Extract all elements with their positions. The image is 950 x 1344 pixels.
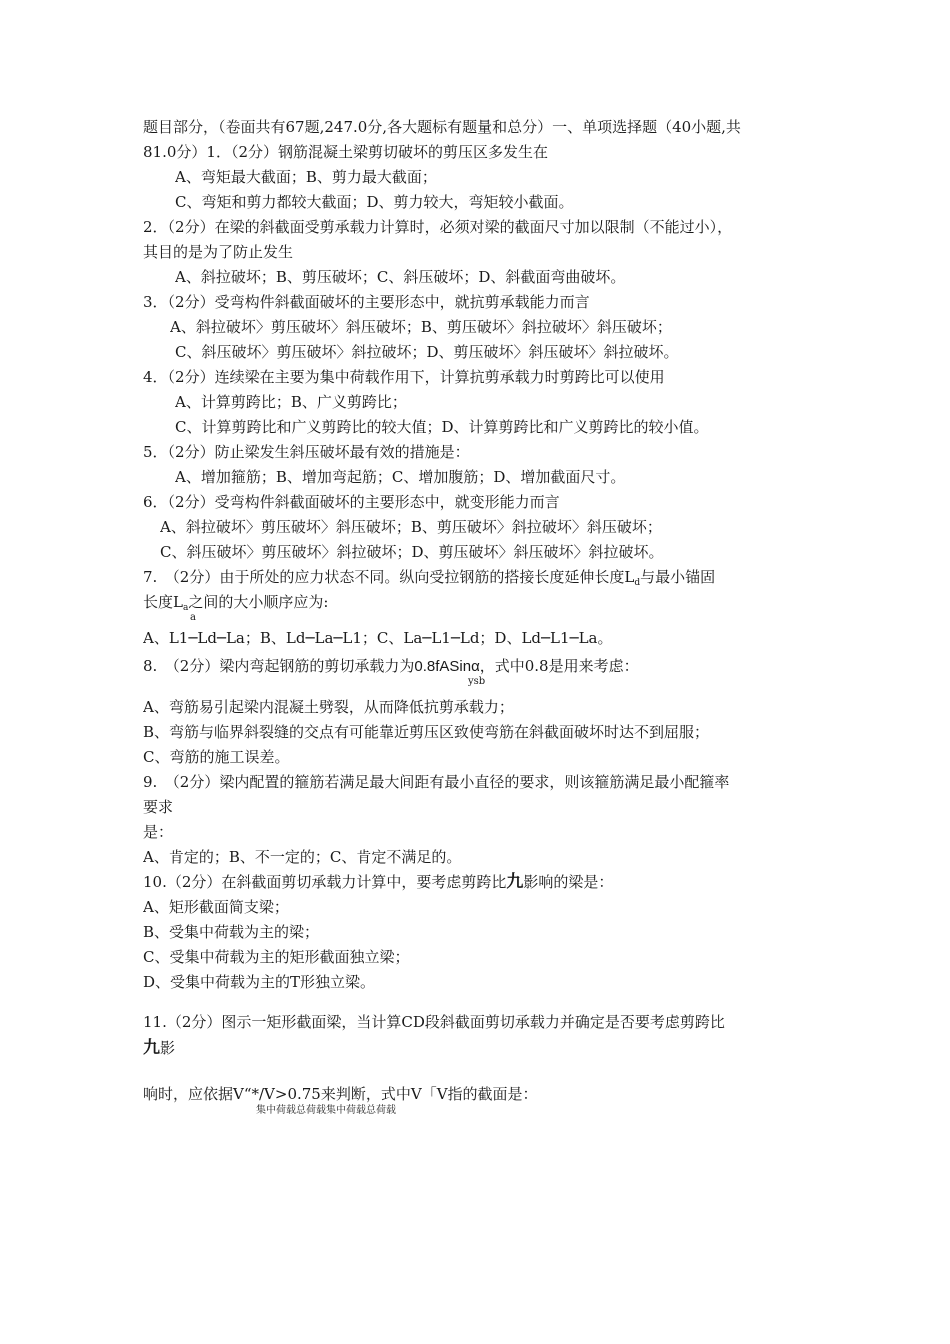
q7-stem-line-2: 长度$L_a$之间的大小顺序应为: <box>143 593 329 613</box>
q11-stem-line-3: 响时，应依据V“*/V>0.75来判断，式中V「V指的截面是： <box>143 1085 538 1103</box>
q10-option-c: C、受集中荷载为主的矩形截面独立梁； <box>143 948 410 966</box>
q4-options-cd: C、计算剪跨比和广义剪跨比的较大值；D、计算剪跨比和广义剪跨比的较小值。 <box>175 418 709 436</box>
q11-stem-line-1: 11.（2分）图示一矩形截面梁，当计算CD段斜截面剪切承载力并确定是否要考虑剪跨比 <box>143 1013 725 1031</box>
q7-options: A、L1─Ld─La；B、Ld─La─L1；C、La─L1─Ld；D、Ld─L1─La。 <box>143 629 613 647</box>
q6-options-ab: A、斜拉破坏〉剪压破坏〉斜压破坏；B、剪压破坏〉斜拉破坏〉斜压破坏； <box>160 518 662 536</box>
q9-options: A、肯定的；B、不一定的；C、肯定不满足的。 <box>143 848 462 866</box>
header-line-1: 题目部分，（卷面共有67题,247.0分,各大题标有题量和总分）一、单项选择题（40小题,共 <box>143 118 741 136</box>
q3-options-cd: C、斜压破坏〉剪压破坏〉斜拉破坏；D、剪压破坏〉斜压破坏〉斜拉破坏。 <box>175 343 679 361</box>
q11-figure-note: 集中荷载总荷载集中荷载总荷载 <box>256 1105 396 1116</box>
q9-stem-line-1: 9. （2分）梁内配置的箍筋若满足最大间距有最小直径的要求，则该箍筋满足最小配箍率 <box>143 773 730 791</box>
q9-stem-line-3: 是： <box>143 823 174 841</box>
q9-stem-line-2: 要求 <box>143 798 174 816</box>
q7-tiny-label: a <box>190 612 196 623</box>
q2-stem-line-1: 2．（2分）在梁的斜截面受剪承载力计算时，必须对梁的截面尺寸加以限制（不能过小）， <box>143 218 733 236</box>
q8-formula-subscript: ysb <box>468 676 486 687</box>
q8-option-c: C、弯筋的施工误差。 <box>143 748 290 766</box>
q10-option-b: B、受集中荷载为主的梁； <box>143 923 320 941</box>
q1-options-ab: A、弯矩最大截面；B、剪力最大截面； <box>175 168 437 186</box>
q4-stem: 4．（2分）连续梁在主要为集中荷载作用下，计算抗剪承载力时剪跨比可以使用 <box>143 368 665 386</box>
q8-option-b: B、弯筋与临界斜裂缝的交点有可能靠近剪压区致使弯筋在斜截面破坏时达不到屈服； <box>143 723 710 741</box>
q5-stem: 5．（2分）防止梁发生斜压破坏最有效的措施是： <box>143 443 470 461</box>
q2-stem-line-2: 其目的是为了防止发生 <box>143 243 294 261</box>
q8-stem: 8. （2分）梁内弯起钢筋的剪切承载力为0.8fASinα，式中0.8是用来考虑： <box>143 657 639 675</box>
q5-options: A、增加箍筋；B、增加弯起筋；C、增加腹筋；D、增加截面尺寸。 <box>175 468 626 486</box>
q6-options-cd: C、斜压破坏〉剪压破坏〉斜拉破坏；D、剪压破坏〉斜压破坏〉斜拉破坏。 <box>160 543 664 561</box>
q11-stem-line-2: 九影 <box>143 1038 176 1058</box>
q4-options-ab: A、计算剪跨比；B、广义剪跨比； <box>175 393 407 411</box>
q2-options: A、斜拉破坏；B、剪压破坏；C、斜压破坏；D、斜截面弯曲破坏。 <box>175 268 626 286</box>
q10-lambda-symbol: 九 <box>506 872 524 892</box>
q3-stem: 3．（2分）受弯构件斜截面破坏的主要形态中，就抗剪承载能力而言 <box>143 293 590 311</box>
q10-option-d: D、受集中荷载为主的T形独立梁。 <box>143 973 376 991</box>
q7-stem-line-1: 7. （2分）由于所处的应力状态不同。纵向受拉钢筋的搭接长度延伸长度$L_d$与最小锚固 <box>143 568 716 588</box>
q11-lambda-symbol: 九 <box>143 1038 160 1058</box>
q3-options-ab: A、斜拉破坏〉剪压破坏〉斜压破坏；B、剪压破坏〉斜拉破坏〉斜压破坏； <box>170 318 672 336</box>
q8-option-a: A、弯筋易引起梁内混凝土劈裂，从而降低抗剪承载力； <box>143 698 514 716</box>
q8-formula: 0.8fASinα <box>414 658 480 675</box>
q6-stem: 6．（2分）受弯构件斜截面破坏的主要形态中，就变形能力而言 <box>143 493 560 511</box>
q10-option-a: A、矩形截面简支梁； <box>143 898 289 916</box>
q10-stem: 10.（2分）在斜截面剪切承载力计算中，要考虑剪跨比九影响的梁是： <box>143 872 614 892</box>
header-line-2: 81.0分）1．（2分）钢筋混凝土梁剪切破坏的剪压区多发生在 <box>143 143 548 161</box>
q1-options-cd: C、弯矩和剪力都较大截面；D、剪力较大，弯矩较小截面。 <box>175 193 574 211</box>
